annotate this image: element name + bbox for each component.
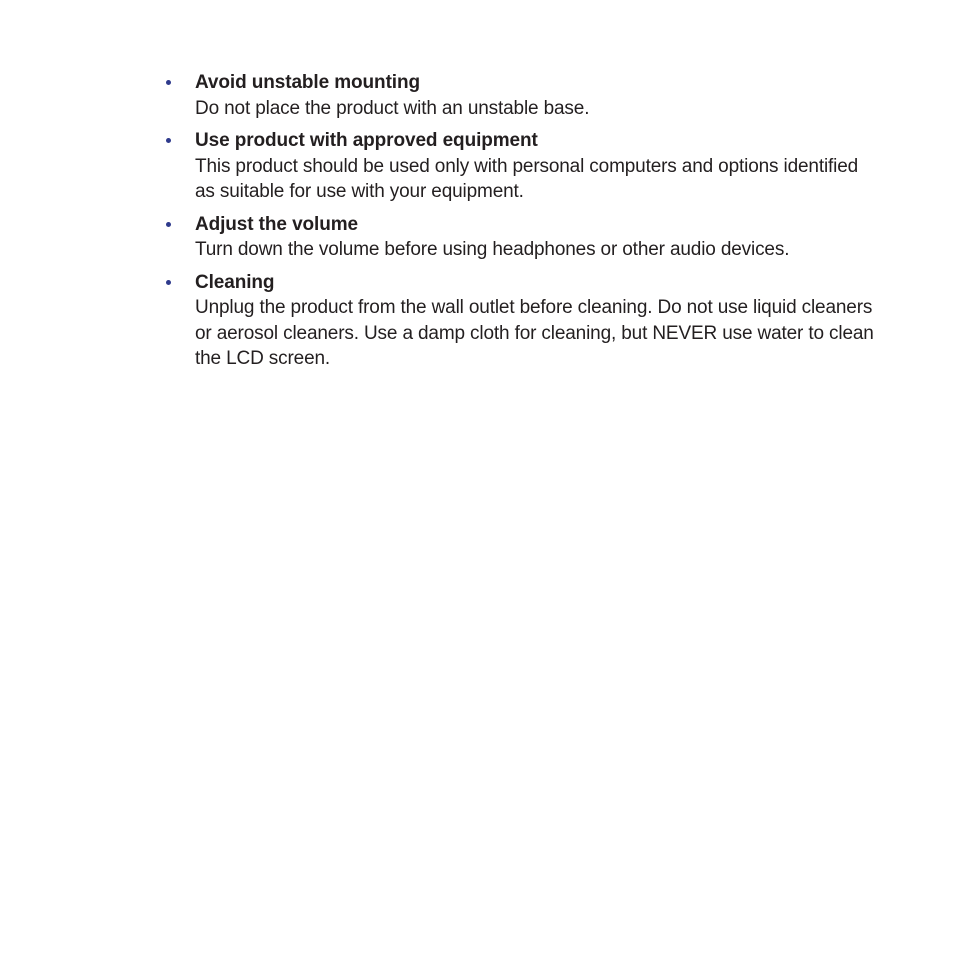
list-item xyxy=(160,270,880,372)
bullet-icon xyxy=(166,222,171,227)
item-title: Avoid unstable mounting xyxy=(195,72,420,93)
list-item xyxy=(160,70,880,121)
item-body: Unplug the product from the wall outlet before cleaning. Do not use liquid cleaners or aerosol cleaners. Use a damp cloth for cleaning, but NEVER use water to clean the LCD screen. xyxy=(195,297,874,369)
item-body: Turn down the volume before using headphones or other audio devices. xyxy=(195,239,790,260)
list-item xyxy=(160,212,880,263)
bullet-icon xyxy=(166,80,171,85)
bullet-icon xyxy=(166,280,171,285)
item-title: Adjust the volume xyxy=(195,213,358,235)
item-body: This product should be used only with personal computers and options identified as suitable for use with your equipment. xyxy=(195,155,859,202)
document-content xyxy=(160,70,880,379)
list-item xyxy=(160,128,880,205)
item-title: Cleaning xyxy=(195,271,275,293)
item-body: Do not place the product with an unstable base. xyxy=(195,97,590,119)
safety-bullet-list xyxy=(160,70,880,372)
item-title: Use product with approved equipment xyxy=(195,130,538,151)
bullet-icon xyxy=(166,138,171,143)
